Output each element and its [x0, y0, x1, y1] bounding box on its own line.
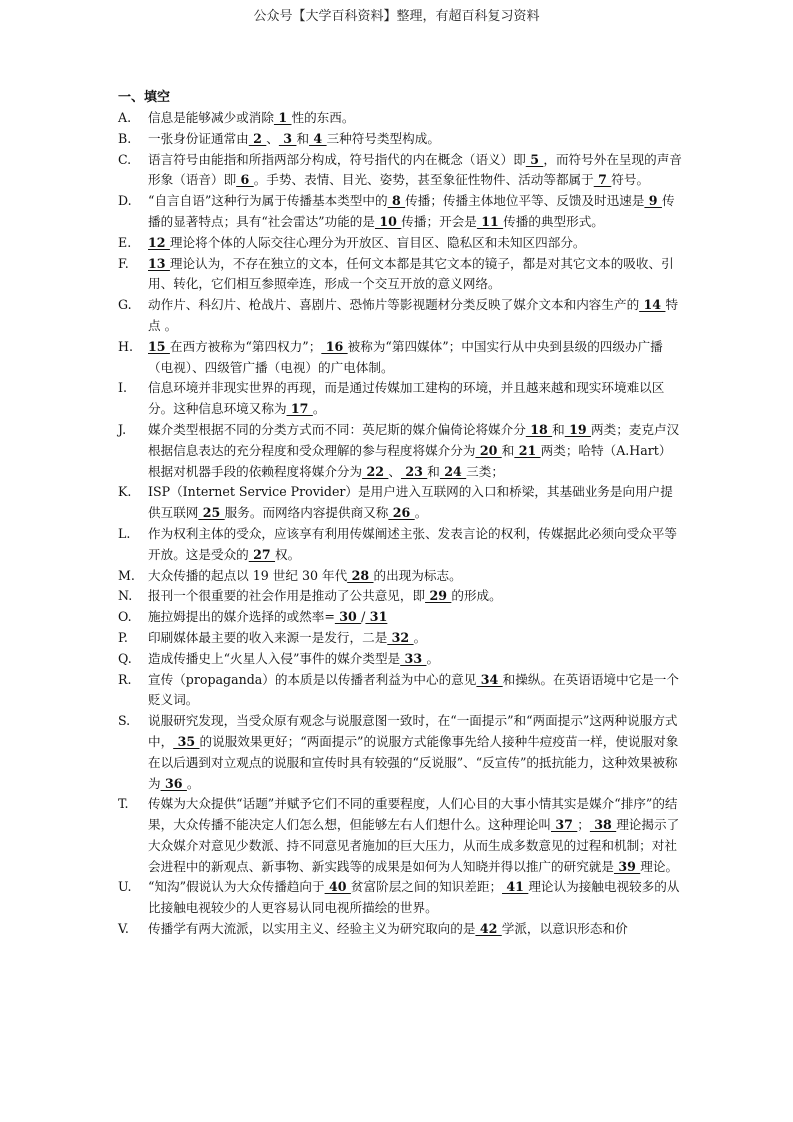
- question-text: [148, 482, 683, 524]
- text-run: 。: [414, 505, 428, 521]
- text-run: 和操纵。在英语语境中它是一个贬义词。: [148, 671, 679, 708]
- text-run: 传播的显著特点；具有“社会雷达”功能的是: [148, 193, 675, 229]
- text-run: 、: [266, 130, 279, 146]
- question-text: [148, 150, 683, 192]
- text-run: “自言自语”这种行为属于传播基本类型中的: [148, 193, 388, 209]
- text-run: “知沟”假说认为大众传播趋向于: [148, 879, 325, 895]
- text-run: 传播；开会是: [401, 213, 477, 229]
- blank-number: 25: [198, 505, 225, 521]
- text-run: 贫富阶层之间的知识差距；: [350, 879, 503, 895]
- blank-number: 29: [425, 588, 452, 604]
- question-text: [148, 108, 683, 129]
- question-text: [148, 254, 683, 296]
- question-item: [118, 191, 683, 233]
- question-text: [148, 524, 683, 566]
- text-run: 。: [413, 629, 427, 645]
- blank-number: 33: [400, 650, 427, 666]
- text-run: 造成传播史上“火星人入侵”事件的媒介类型是: [148, 650, 401, 666]
- text-run: 特点 。: [148, 297, 679, 333]
- blank-number: 42: [475, 921, 502, 937]
- question-text: [148, 129, 683, 150]
- question-label: K.: [118, 484, 132, 500]
- question-label: J.: [118, 421, 127, 437]
- question-item: [118, 420, 683, 482]
- blank-number: 40: [324, 879, 351, 895]
- question-item: [118, 482, 683, 524]
- question-label: V.: [118, 921, 129, 937]
- question-label: B.: [118, 130, 132, 146]
- blank-number: 23: [400, 463, 428, 479]
- question-item: [118, 566, 683, 587]
- blank-number: 34: [476, 671, 503, 687]
- question-label: S.: [118, 713, 131, 729]
- blank-number: 14: [639, 297, 666, 313]
- blank-number: 41: [502, 879, 529, 895]
- text-run: 的形成。: [451, 588, 502, 604]
- question-label: N.: [118, 588, 133, 604]
- text-run: 服务。而网络内容提供商又称: [224, 505, 389, 521]
- text-run: 的出现为标志。: [373, 567, 462, 583]
- blank-number: 5: [525, 151, 544, 167]
- question-label: Q.: [118, 650, 132, 666]
- text-run: 理论将个体的人际交往心理分为开放区、盲目区、隐私区和未知区四部分。: [169, 234, 586, 250]
- question-label: G.: [118, 297, 132, 313]
- text-run: /: [361, 609, 366, 625]
- text-run: ISP（Internet Service Provider）是用户进入互联网的入口和桥梁，其基础业务是向用户提供互联网: [148, 484, 673, 521]
- blank-number: 36: [160, 775, 187, 791]
- text-run: 、: [388, 463, 401, 479]
- question-text: [148, 586, 683, 607]
- question-item: [118, 337, 683, 379]
- question-item: [118, 129, 683, 150]
- blank-number: 9: [644, 193, 662, 209]
- text-run: 信息是能够减少或消除: [148, 110, 274, 125]
- text-run: 理论认为接触电视较多的从比接触电视较少的人更容易认同电视所描绘的世界。: [148, 879, 680, 916]
- question-item: [118, 233, 683, 254]
- text-run: 。: [312, 401, 326, 417]
- question-label: E.: [118, 234, 132, 250]
- text-run: 理论。: [640, 858, 679, 874]
- question-label: A.: [118, 110, 132, 125]
- question-label: F.: [118, 255, 129, 271]
- blank-number: 32: [387, 629, 414, 645]
- blank-number: 2: [248, 130, 267, 146]
- question-item: [118, 649, 683, 670]
- text-run: 信息环境并非现实世界的再现，而是通过传媒加工建构的环境，并且越来越和现实环境难以区分。这种信息环境又称为: [148, 380, 665, 417]
- question-item: [118, 378, 683, 420]
- text-run: 传播学有两大流派，以实用主义、经验主义为研究取向的是: [148, 921, 476, 937]
- text-run: 在西方被称为“第四权力”；: [169, 338, 322, 354]
- text-run: 作为权利主体的受众，应该享有利用传媒阐述主张、发表言论的权利，传媒据此必须向受众平等开放。这是受众的: [148, 525, 677, 562]
- blank-number: 37: [551, 817, 578, 833]
- question-item: [118, 711, 683, 794]
- question-item: [118, 919, 683, 940]
- question-item: [118, 628, 683, 649]
- blank-number: 27: [248, 546, 276, 562]
- question-text: [148, 794, 683, 877]
- question-label: I.: [118, 380, 127, 396]
- question-text: [148, 420, 683, 482]
- text-run: 一张身份证通常由: [148, 130, 249, 146]
- blank-number: 20: [475, 442, 502, 458]
- blank-number: 19: [564, 421, 591, 437]
- question-item: [118, 108, 683, 129]
- text-run: 说服研究发现，当受众原有观念与说服意图一致时，在“一面提示”和“两面提示”这两种说服方式中，: [148, 713, 678, 749]
- question-item: [118, 794, 683, 877]
- question-item: [118, 295, 683, 337]
- text-run: 施拉姆提出的媒介选择的或然率=: [148, 609, 335, 625]
- question-item: [118, 586, 683, 607]
- text-run: 的说服效果更好；“两面提示”的说服方式能像事先给人接种牛痘疫苗一样，使说服对象在以后遇到对立观点的说服和宣传时具有较强的“反说服”、“反宣传”的抵抗能力，这种效果被称为: [148, 733, 679, 791]
- text-run: 被称为“第四媒体”；中国实行从中央到县级的四级办广播（电视）、四级管广播（电视）的广电体制。: [148, 338, 663, 375]
- text-run: 。: [186, 775, 200, 791]
- question-text: [148, 919, 683, 940]
- question-label: L.: [118, 525, 131, 541]
- blank-number: 31: [365, 609, 388, 625]
- text-run: 。: [426, 650, 440, 666]
- question-text: [148, 649, 683, 670]
- blank-number: 28: [347, 567, 374, 583]
- text-run: 符号。: [611, 172, 650, 188]
- document-body: [118, 86, 683, 940]
- text-run: 学派，以意识形态和价: [501, 921, 628, 937]
- blank-number: 12: [148, 234, 170, 250]
- blank-number: 18: [525, 421, 553, 437]
- text-run: 语言符号由能指和所指两部分构成，符号指代的内在概念（语义）即: [148, 151, 526, 167]
- question-text: [148, 295, 683, 337]
- blank-number: 16: [321, 338, 348, 354]
- question-item: [118, 254, 683, 296]
- text-run: 宣传（propaganda）的本质是以传播者利益为中心的意见: [148, 671, 477, 687]
- blank-number: 22: [362, 463, 389, 479]
- blank-number: 15: [148, 338, 170, 354]
- blank-number: 38: [589, 817, 617, 833]
- blank-number: 6: [236, 172, 254, 188]
- question-text: [148, 877, 683, 919]
- text-run: 三类；: [466, 463, 504, 479]
- question-label: D.: [118, 193, 132, 209]
- text-run: 印刷媒体最主要的收入来源一是发行，二是: [148, 629, 388, 645]
- question-label: U.: [118, 879, 132, 895]
- text-run: 理论揭示了大众媒介对意见少数派、持不同意见者施加的巨大压力，从而生成多数意见的过程和机制；对社会进程中的新观点、新事物、新实践等的成果是如何为人知晓并得以推广的研究就是: [148, 817, 680, 874]
- question-label: O.: [118, 609, 132, 625]
- text-run: 。手势、表情、目光、姿势，甚至象征性物件、活动等都属于: [253, 172, 594, 188]
- text-run: 媒介类型根据不同的分类方式而不同：英尼斯的媒介偏倚论将媒介分: [148, 421, 526, 437]
- blank-number: 13: [148, 255, 170, 271]
- section-title: 一、填空: [118, 90, 171, 105]
- blank-number: 7: [593, 172, 612, 188]
- blank-number: 26: [388, 505, 415, 521]
- text-run: ，而符号外在呈现的声音形象（语音）即: [148, 151, 682, 188]
- question-label: H.: [118, 338, 133, 354]
- blank-number: 35: [173, 733, 200, 749]
- question-item: [118, 670, 683, 712]
- text-run: 两类；哈特（A.Hart）根据对机器手段的依赖程度将媒介分为: [148, 442, 672, 479]
- blank-number: 3: [278, 130, 297, 146]
- question-label: T.: [118, 796, 129, 812]
- question-item: [118, 150, 683, 192]
- question-text: [148, 378, 683, 420]
- question-text: [148, 670, 683, 712]
- text-run: 动作片、科幻片、枪战片、喜剧片、恐怖片等影视题材分类反映了媒介文本和内容生产的: [148, 297, 640, 313]
- blank-number: 8: [387, 193, 406, 209]
- blank-number: 21: [514, 442, 541, 458]
- text-run: 和: [427, 463, 440, 479]
- text-run: 大众传播的起点以 19 世纪 30 年代: [148, 567, 348, 583]
- question-item: [118, 877, 683, 919]
- text-run: ；: [577, 817, 590, 833]
- text-run: 传播的典型形式。: [503, 213, 604, 229]
- question-item: [118, 524, 683, 566]
- question-text: [148, 233, 683, 254]
- text-run: 和: [552, 421, 565, 437]
- blank-number: 1: [273, 110, 292, 125]
- blank-number: 17: [286, 401, 313, 417]
- question-list: [118, 108, 683, 940]
- blank-number: 10: [374, 213, 402, 229]
- blank-number: 30: [334, 609, 362, 625]
- text-run: 和: [296, 130, 310, 146]
- question-text: [148, 191, 683, 233]
- blank-number: 24: [439, 463, 467, 479]
- question-text: [148, 566, 683, 587]
- text-run: 三种符号类型构成。: [326, 130, 440, 146]
- question-label: C.: [118, 151, 132, 167]
- question-label: R.: [118, 671, 132, 687]
- blank-number: 39: [613, 858, 641, 874]
- blank-number: 4: [309, 130, 327, 146]
- text-run: 和: [501, 442, 515, 458]
- text-run: 性的东西。: [291, 110, 355, 125]
- text-run: 传媒为大众提供“话题”并赋予它们不同的重要程度，人们心目的大事小情其实是媒介“排序”的结果，大众传播不能决定人们怎么想，但能够左右人们想什么。这种理论叫: [148, 796, 678, 833]
- question-text: [148, 711, 683, 794]
- page-header: 公众号【大学百科资料】整理，有超百科复习资料: [253, 9, 540, 24]
- blank-number: 11: [476, 213, 504, 229]
- text-run: 权。: [275, 546, 301, 562]
- text-run: 理论认为，不存在独立的文本，任何文本都是其它文本的镜子，都是对其它文本的吸收、引用、转化，它们相互参照牵连，形成一个交互开放的意义网络。: [148, 255, 674, 292]
- question-label: M.: [118, 567, 135, 583]
- question-text: [148, 607, 683, 628]
- question-text: [148, 628, 683, 649]
- text-run: 两类；麦克卢汉根据信息表达的充分程度和受众理解的参与程度将媒介分为: [148, 421, 680, 458]
- question-text: [148, 337, 683, 379]
- question-item: [118, 607, 683, 628]
- question-label: P.: [118, 629, 128, 645]
- text-run: 传播；传播主体地位平等、反馈及时迅速是: [405, 193, 645, 209]
- text-run: 报刊一个很重要的社会作用是推动了公共意见，即: [148, 588, 426, 604]
